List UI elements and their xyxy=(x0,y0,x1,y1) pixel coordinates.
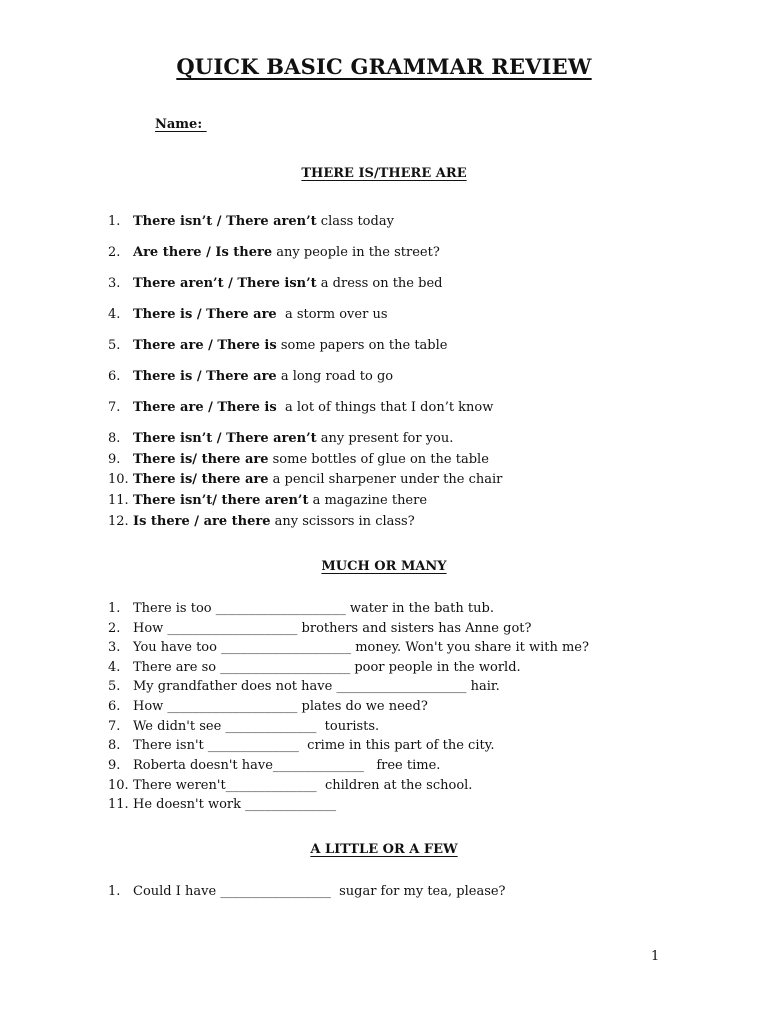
item-text: some bottles of glue on the table xyxy=(268,452,489,467)
item-text: any people in the street? xyxy=(272,245,440,260)
item-number: 9. xyxy=(108,452,121,467)
item-number: 8. xyxy=(108,738,121,753)
item-options: There is/ there are xyxy=(133,472,269,487)
list-item xyxy=(108,699,428,714)
item-text: There is too ____________________ water in the bath tub. xyxy=(133,601,494,616)
list-item xyxy=(108,738,494,753)
item-number: 4. xyxy=(108,307,121,322)
item-number: 8. xyxy=(108,431,121,446)
list-item xyxy=(108,307,388,322)
item-number: 4. xyxy=(108,660,121,675)
name-label: Name: xyxy=(155,117,207,132)
item-number: 6. xyxy=(108,699,121,714)
item-text: any present for you. xyxy=(316,431,454,446)
list-item xyxy=(108,621,531,636)
item-text: a long road to go xyxy=(276,369,394,384)
list-item xyxy=(108,640,589,655)
item-text: Could I have _________________ sugar for my tea, please? xyxy=(133,884,506,899)
list-item xyxy=(108,214,394,229)
item-options: Is there / are there xyxy=(133,514,271,529)
item-options: There isn’t/ there aren’t xyxy=(133,493,309,508)
item-options: Are there / Is there xyxy=(133,245,273,260)
item-number: 1. xyxy=(108,884,121,899)
item-number: 7. xyxy=(108,719,121,734)
item-text: My grandfather does not have ____________________ hair. xyxy=(133,679,500,694)
item-text: a dress on the bed xyxy=(316,276,443,291)
item-text: a storm over us xyxy=(276,307,388,322)
list-item xyxy=(108,493,427,508)
item-options: There isn’t / There aren’t xyxy=(133,431,317,446)
item-text: There are so ____________________ poor people in the world. xyxy=(133,660,521,675)
item-options: There is/ there are xyxy=(133,452,269,467)
item-number: 2. xyxy=(108,245,121,260)
item-number: 9. xyxy=(108,758,121,773)
list-item xyxy=(108,369,393,384)
list-item xyxy=(108,601,494,616)
list-item xyxy=(108,884,506,899)
item-number: 12. xyxy=(108,514,129,529)
list-item xyxy=(108,778,472,793)
item-number: 11. xyxy=(108,797,129,812)
item-number: 5. xyxy=(108,679,121,694)
list-item xyxy=(108,719,379,734)
list-item xyxy=(108,679,500,694)
item-text: How ____________________ brothers and sisters has Anne got? xyxy=(133,621,532,636)
item-text: There weren't______________ children at the school. xyxy=(133,778,473,793)
item-text: How ____________________ plates do we need? xyxy=(133,699,428,714)
item-options: There are / There is xyxy=(133,400,277,415)
item-number: 3. xyxy=(108,276,121,291)
item-text: a lot of things that I don’t know xyxy=(276,400,494,415)
item-number: 1. xyxy=(108,601,121,616)
page-title: QUICK BASIC GRAMMAR REVIEW xyxy=(176,54,592,79)
list-item xyxy=(108,452,489,467)
item-text: class today xyxy=(316,214,394,229)
list-item xyxy=(108,338,447,353)
item-text: There isn't ______________ crime in this part of the city. xyxy=(133,738,495,753)
list-item xyxy=(108,472,502,487)
item-options: There is / There are xyxy=(133,369,277,384)
section-heading-there-is-there-are: THERE IS/THERE ARE xyxy=(301,166,467,181)
item-number: 11. xyxy=(108,493,129,508)
list-item xyxy=(108,245,440,260)
item-text: a magazine there xyxy=(308,493,428,508)
item-number: 6. xyxy=(108,369,121,384)
section-heading-a-little-or-a-few: A LITTLE OR A FEW xyxy=(310,842,458,857)
list-item xyxy=(108,758,440,773)
list-item xyxy=(108,400,493,415)
item-text: We didn't see ______________ tourists. xyxy=(133,719,380,734)
item-number: 1. xyxy=(108,214,121,229)
item-options: There is / There are xyxy=(133,307,277,322)
page-number: 1 xyxy=(651,949,660,964)
list-item xyxy=(108,797,336,812)
item-text: a pencil sharpener under the chair xyxy=(268,472,503,487)
item-number: 3. xyxy=(108,640,121,655)
item-number: 7. xyxy=(108,400,121,415)
item-number: 10. xyxy=(108,472,129,487)
section-heading-much-or-many: MUCH OR MANY xyxy=(321,559,447,574)
list-item xyxy=(108,514,415,529)
list-item xyxy=(108,660,521,675)
item-text: He doesn't work ______________ xyxy=(133,797,337,812)
item-text: some papers on the table xyxy=(276,338,448,353)
item-text: Roberta doesn't have______________ free time. xyxy=(133,758,441,773)
item-number: 10. xyxy=(108,778,129,793)
item-options: There aren’t / There isn’t xyxy=(133,276,317,291)
item-text: You have too ____________________ money. Won't you share it with me? xyxy=(133,640,589,655)
item-number: 2. xyxy=(108,621,121,636)
item-options: There isn’t / There aren’t xyxy=(133,214,317,229)
item-options: There are / There is xyxy=(133,338,277,353)
item-number: 5. xyxy=(108,338,121,353)
item-text: any scissors in class? xyxy=(270,514,415,529)
list-item xyxy=(108,276,442,291)
list-item xyxy=(108,431,453,446)
